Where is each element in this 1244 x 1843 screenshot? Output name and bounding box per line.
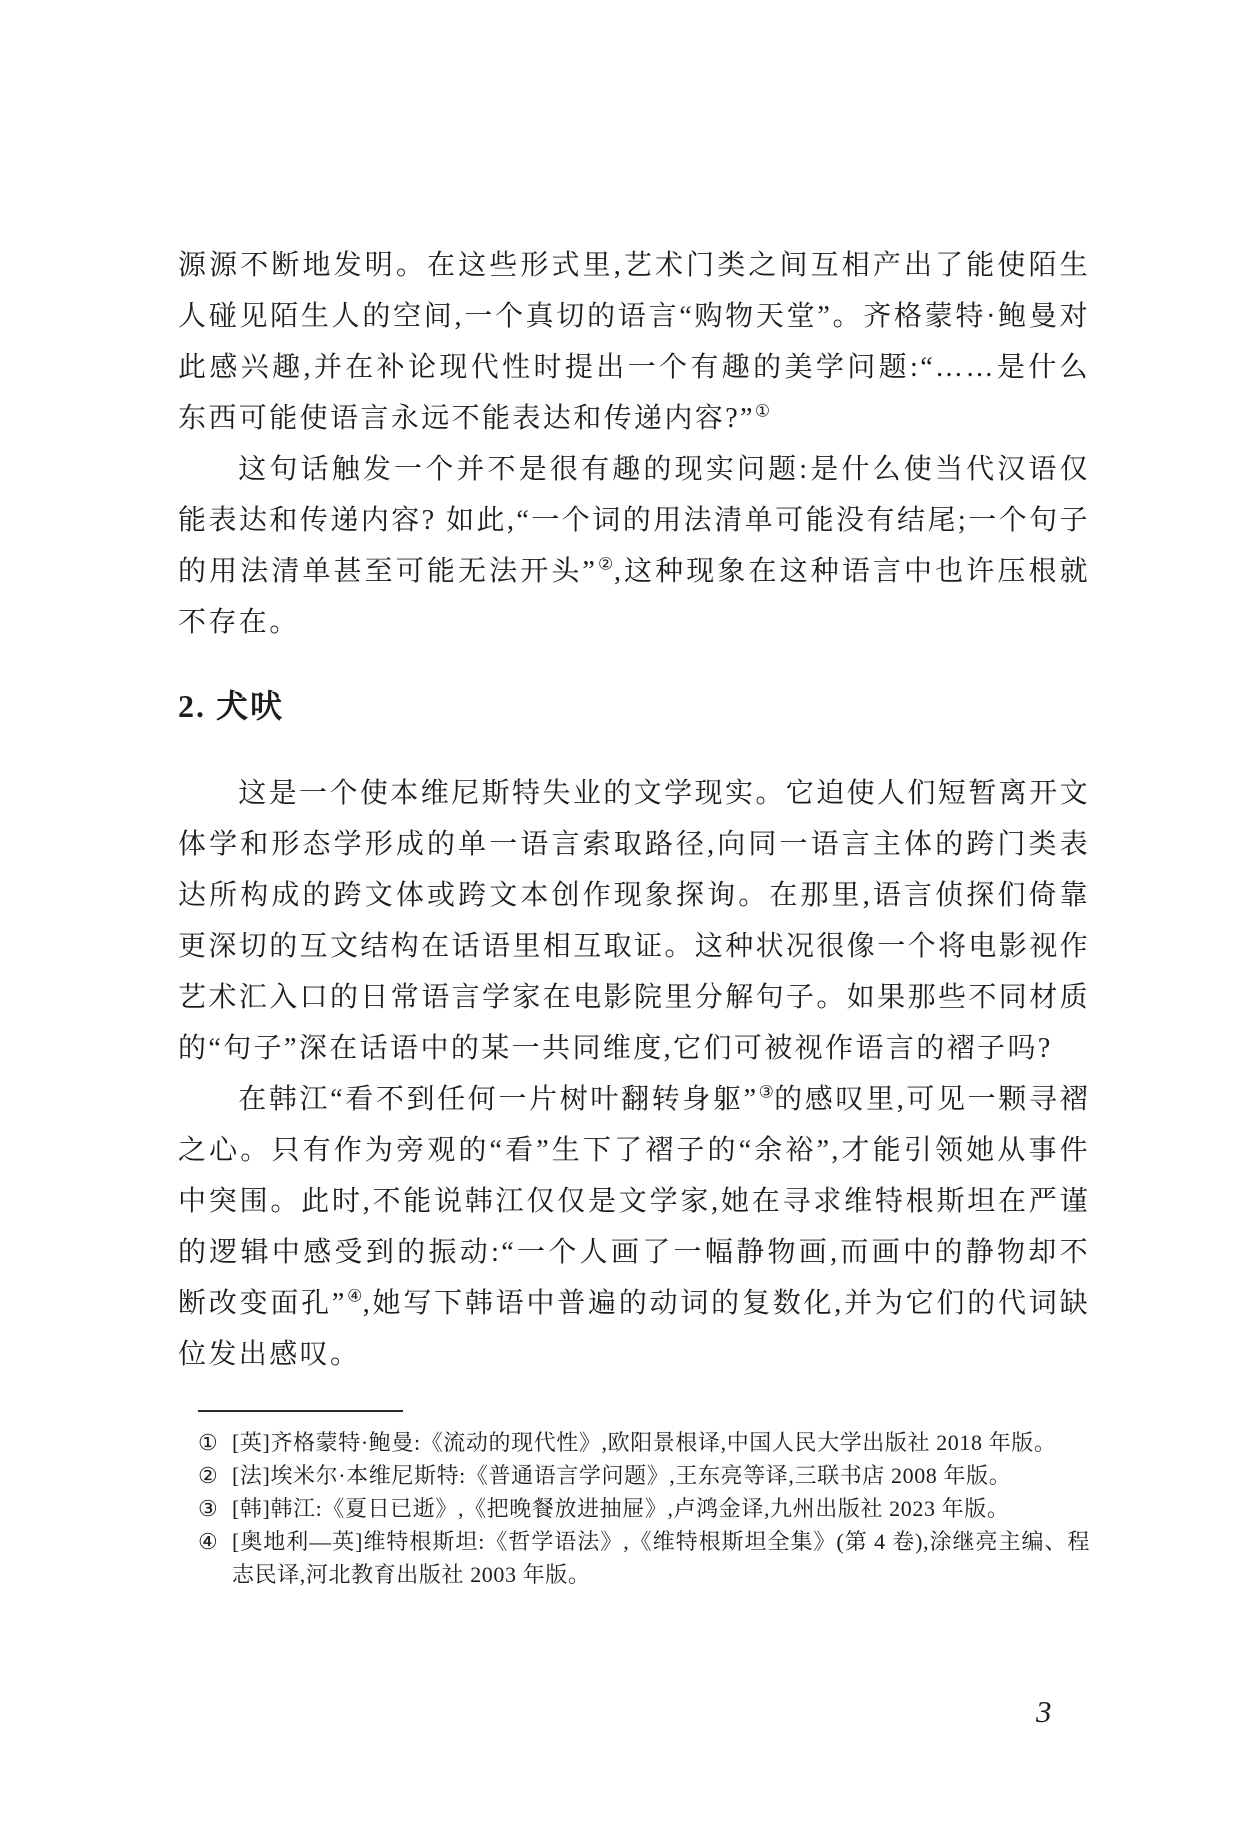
footnote-ref: ③ bbox=[758, 1082, 775, 1102]
footnotes-section bbox=[178, 1410, 1090, 1591]
footnote-ref: ④ bbox=[346, 1286, 363, 1306]
body-content bbox=[178, 240, 1090, 1380]
footnote-marker: ① bbox=[198, 1430, 219, 1455]
footnote-ref: ① bbox=[754, 401, 771, 421]
section-heading: 2. 犬吠 bbox=[178, 688, 285, 724]
footnote-text: [英]齐格蒙特·鲍曼:《流动的现代性》,欧阳景根译,中国人民大学出版社 2018 年版。 bbox=[232, 1430, 1057, 1455]
footnote-item bbox=[178, 1459, 1090, 1492]
body-paragraph: 源源不断地发明。在这些形式里,艺术门类之间互相产出了能使陌生人碰见陌生人的空间,一个真切的语言“购物天堂”。齐格蒙特·鲍曼对此感兴趣,并在补论现代性时提出一个有趣的美学问题:“……是什么东西可能使语言永远不能表达和传递内容?”① bbox=[178, 250, 1090, 434]
page-number: 3 bbox=[1036, 1694, 1052, 1729]
footnote-text: [韩]韩江:《夏日已逝》,《把晚餐放进抽屉》,卢鸿金译,九州出版社 2023 年版。 bbox=[232, 1496, 1010, 1521]
footnote-text: [奥地利—英]维特根斯坦:《哲学语法》,《维特根斯坦全集》(第 4 卷),涂继亮主编、程志民译,河北教育出版社 2003 年版。 bbox=[232, 1529, 1090, 1587]
footnote-marker: ③ bbox=[198, 1496, 219, 1521]
text-column bbox=[178, 240, 1090, 1591]
footnotes-list bbox=[178, 1412, 1090, 1591]
footnote-item bbox=[178, 1525, 1090, 1591]
footnote-item bbox=[178, 1492, 1090, 1525]
footnote-ref: ② bbox=[597, 554, 614, 574]
body-paragraph: 这是一个使本维尼斯特失业的文学现实。它迫使人们短暂离开文体学和形态学形成的单一语言索取路径,向同一语言主体的跨门类表达所构成的跨文体或跨文本创作现象探询。在那里,语言侦探们倚靠更深切的互文结构在话语里相互取证。这种状况很像一个将电影视作艺术汇入口的日常语言学家在电影院里分解句子。如果那些不同材质的“句子”深在话语中的某一共同维度,它们可被视作语言的褶子吗? bbox=[178, 778, 1091, 1064]
footnote-marker: ② bbox=[198, 1463, 219, 1488]
body-paragraph: 在韩江“看不到任何一片树叶翻转身躯”③的感叹里,可见一颗寻褶之心。只有作为旁观的“看”生下了褶子的“余裕”,才能引领她从事件中突围。此时,不能说韩江仅仅是文学家,她在寻求维特根斯坦在严谨的逻辑中感受到的振动:“一个人画了一幅静物画,而画中的静物却不断改变面孔”④,她写下韩语中普遍的动词的复数化,并为它们的代词缺位发出感叹。 bbox=[178, 1082, 1090, 1370]
footnote-item bbox=[178, 1426, 1090, 1459]
footnote-marker: ④ bbox=[198, 1529, 219, 1554]
body-paragraph: 这句话触发一个并不是很有趣的现实问题:是什么使当代汉语仅能表达和传递内容? 如此,“一个词的用法清单可能没有结尾;一个句子的用法清单甚至可能无法开头”②,这种现象在这种语言中也许压根就不存在。 bbox=[178, 454, 1090, 638]
footnote-text: [法]埃米尔·本维尼斯特:《普通语言学问题》,王东亮等译,三联书店 2008 年版。 bbox=[232, 1463, 1012, 1488]
